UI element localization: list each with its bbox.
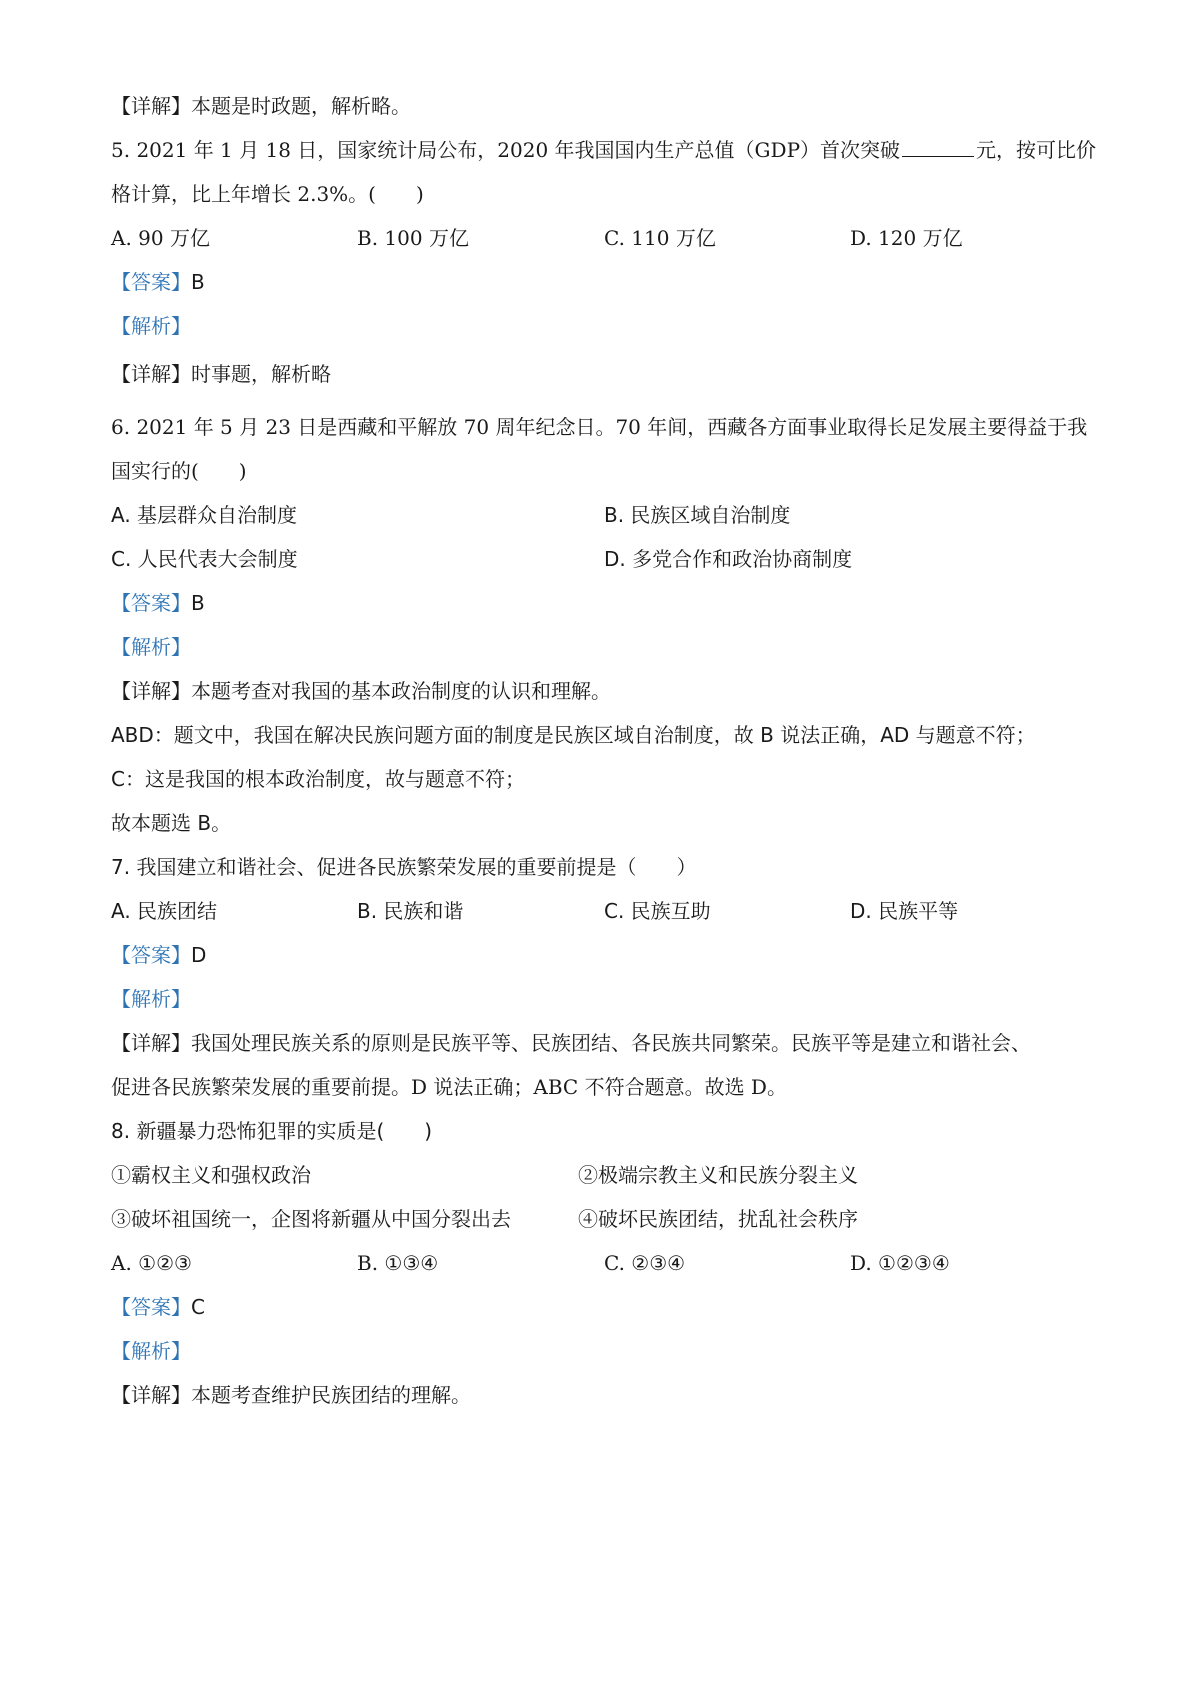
q7-stem: 7. 我国建立和谐社会、促进各民族繁荣发展的重要前提是（ ） — [111, 855, 697, 879]
q8-item-2: ②极端宗教主义和民族分裂主义 — [578, 1163, 858, 1187]
q7-answer — [111, 941, 1111, 969]
q7-detail-2: 促进各民族繁荣发展的重要前提。D 说法正确；ABC 不符合题意。故选 D。 — [111, 1075, 787, 1099]
q8-detail: 【详解】本题考查维护民族团结的理解。 — [111, 1383, 471, 1407]
q8-item-3: ③破坏祖国统一，企图将新疆从中国分裂出去 — [111, 1207, 511, 1231]
q6-option-a: A. 基层群众自治制度 — [111, 503, 298, 527]
q6-answer — [111, 589, 1111, 617]
q5-option-c: C. 110 万亿 — [604, 226, 716, 250]
q6-stem-line1: 6. 2021 年 5 月 23 日是西藏和平解放 70 周年纪念日。70 年间，西藏各方面事业取得长足发展主要得益于我 — [111, 415, 1088, 439]
answer-value: B — [191, 591, 205, 615]
q5-stem-line2: 格计算，比上年增长 2.3%。( ) — [111, 182, 424, 206]
q8-stem: 8. 新疆暴力恐怖犯罪的实质是( ) — [111, 1119, 433, 1143]
answer-tag: 【答案】 — [111, 1295, 191, 1319]
q6-explain-3: 故本题选 B。 — [111, 811, 232, 835]
q8-item-4: ④破坏民族团结，扰乱社会秩序 — [578, 1207, 858, 1231]
q5-option-d: D. 120 万亿 — [850, 226, 963, 250]
q6-stem-line2: 国实行的( ) — [111, 459, 247, 483]
q5-stem-line1 — [111, 136, 1111, 164]
answer-tag: 【答案】 — [111, 591, 191, 615]
q6-detail: 【详解】本题考查对我国的基本政治制度的认识和理解。 — [111, 679, 611, 703]
q5-stem-tail: 元，按可比价 — [976, 138, 1097, 162]
q7-option-d: D. 民族平等 — [850, 899, 959, 923]
q5-option-a: A. 90 万亿 — [111, 226, 210, 250]
answer-value: C — [191, 1295, 205, 1319]
q6-option-c: C. 人民代表大会制度 — [111, 547, 298, 571]
q5-detail: 【详解】时事题，解析略 — [111, 362, 331, 386]
q7-option-b: B. 民族和谐 — [357, 899, 464, 923]
q5-stem-text: 5. 2021 年 1 月 18 日，国家统计局公布，2020 年我国国内生产总值（GDP）首次突破 — [111, 138, 901, 162]
answer-tag: 【答案】 — [111, 943, 191, 967]
q6-option-d: D. 多党合作和政治协商制度 — [604, 547, 853, 571]
q8-item-1: ①霸权主义和强权政治 — [111, 1163, 311, 1187]
q5-option-b: B. 100 万亿 — [357, 226, 469, 250]
q7-analysis-tag: 【解析】 — [111, 987, 191, 1011]
q6-explain-1: ABD：题文中，我国在解决民族问题方面的制度是民族区域自治制度，故 B 说法正确，AD 与题意不符； — [111, 723, 1036, 747]
q6-option-b: B. 民族区域自治制度 — [604, 503, 791, 527]
q6-explain-2: C：这是我国的根本政治制度，故与题意不符； — [111, 767, 525, 791]
q8-option-b: B. ①③④ — [357, 1251, 439, 1275]
q8-option-a: A. ①②③ — [111, 1251, 192, 1275]
q6-analysis-tag: 【解析】 — [111, 635, 191, 659]
q8-option-c: C. ②③④ — [604, 1251, 686, 1275]
q8-answer — [111, 1293, 1111, 1321]
q5-blank — [902, 138, 974, 157]
q5-answer — [111, 268, 1111, 296]
q7-option-a: A. 民族团结 — [111, 899, 218, 923]
q8-analysis-tag: 【解析】 — [111, 1339, 191, 1363]
answer-tag: 【答案】 — [111, 270, 191, 294]
answer-value: B — [191, 270, 205, 294]
intro-detail: 【详解】本题是时政题，解析略。 — [111, 94, 411, 118]
q8-option-d: D. ①②③④ — [850, 1251, 950, 1275]
q7-option-c: C. 民族互助 — [604, 899, 711, 923]
q5-analysis-tag: 【解析】 — [111, 314, 191, 338]
answer-value: D — [191, 943, 207, 967]
q7-detail-1: 【详解】我国处理民族关系的原则是民族平等、民族团结、各民族共同繁荣。民族平等是建立和谐社会、 — [111, 1031, 1031, 1055]
